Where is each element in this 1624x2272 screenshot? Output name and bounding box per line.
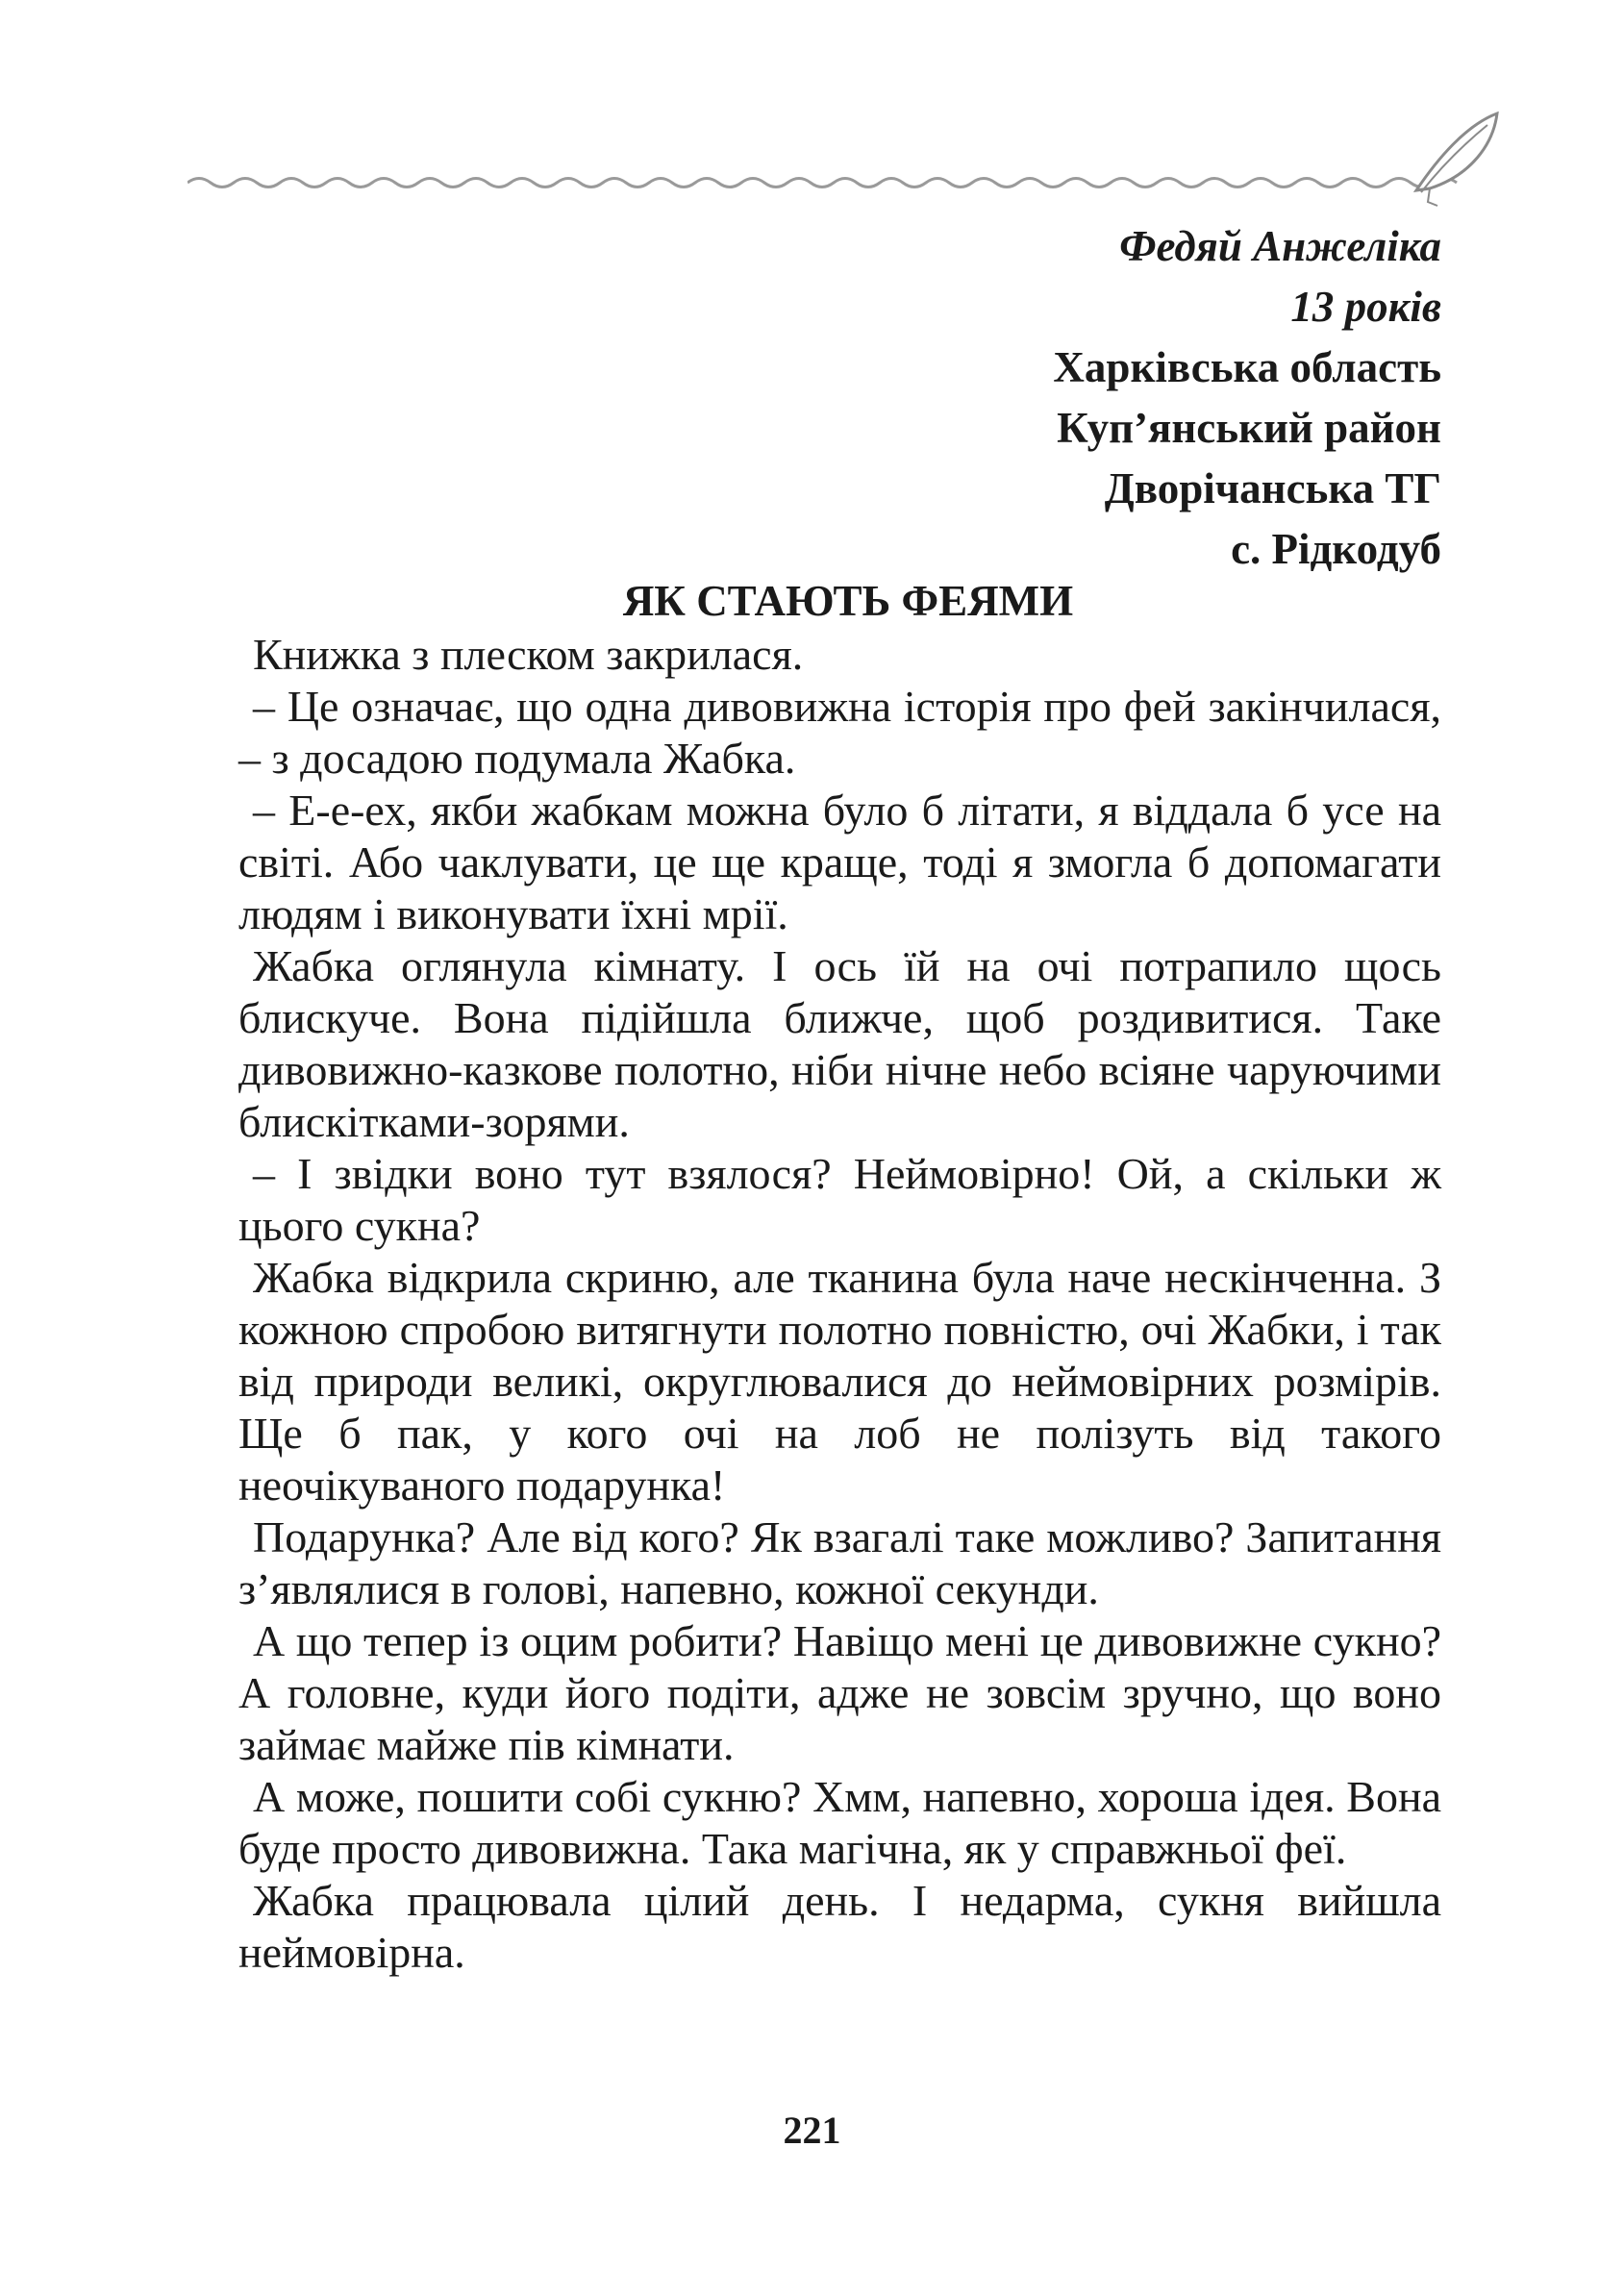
story-paragraph: Жабка відкрила скриню, але тканина була наче нескінченна. З кожною спробою витягнути полотно повністю, очі Жабки, і так від природи великі, округлювалися до неймовірних розмірів. Ще б пак, у кого очі на лоб не полізуть від такого неочікуваного подарунка! (238, 1253, 1441, 1510)
author-region: Харківська область (1053, 343, 1441, 391)
author-community: Дворічанська ТГ (1104, 464, 1441, 512)
story-paragraph: Жабка працювала цілий день. І недарма, сукня вийшла неймовірна. (238, 1876, 1441, 1977)
story-title: ЯК СТАЮТЬ ФЕЯМИ (622, 577, 1074, 625)
story-paragraph: – Е-е-ех, якби жабкам можна було б літати, я віддала б усе на світі. Або чаклувати, це ще краще, тоді я змогла б допомагати людям і виконувати їхні мрії. (238, 786, 1441, 938)
story-paragraph: А може, пошити собі сукню? Хмм, напевно, хороша ідея. Вона буде просто дивовижна. Така магічна, як у справжньої феї. (238, 1772, 1441, 1873)
story-paragraph: – Це означає, що одна дивовижна історія про фей закінчилася, – з досадою подумала Жабка. (238, 682, 1441, 783)
author-info (1053, 216, 1441, 580)
story-paragraph: Подарунка? Але від кого? Як взагалі таке можливо? Запитання з’являлися в голові, напевно, кожної секунди. (238, 1512, 1441, 1613)
feather-quill-icon (1416, 113, 1497, 206)
story-body (238, 629, 1441, 1979)
header-ornament (187, 106, 1505, 212)
author-village: с. Рідкодуб (1231, 525, 1441, 573)
author-name: Федяй Анжеліка (1119, 222, 1441, 270)
author-district: Куп’янський район (1057, 404, 1441, 452)
story-paragraph: Жабка оглянула кімнату. І ось їй на очі потрапило щось блискуче. Вона підійшла ближче, щоб роздивитися. Таке дивовижно-казкове полотно, ніби нічне небо всіяне чаруючими блискітками-зорями. (238, 941, 1441, 1146)
story-paragraph: Книжка з плеском закрилася. (253, 630, 804, 679)
story-paragraph: А що тепер із оцим робити? Навіщо мені це дивовижне сукно? А головне, куди його подіти, адже не зовсім зручно, що воно займає майже пів кімнати. (238, 1616, 1441, 1769)
page-number: 221 (783, 2109, 841, 2152)
author-age: 13 років (1290, 283, 1441, 331)
story-paragraph: – І звідки воно тут взялося? Неймовірно! Ой, а скільки ж цього сукна? (238, 1149, 1441, 1250)
wavy-line (187, 179, 1457, 187)
